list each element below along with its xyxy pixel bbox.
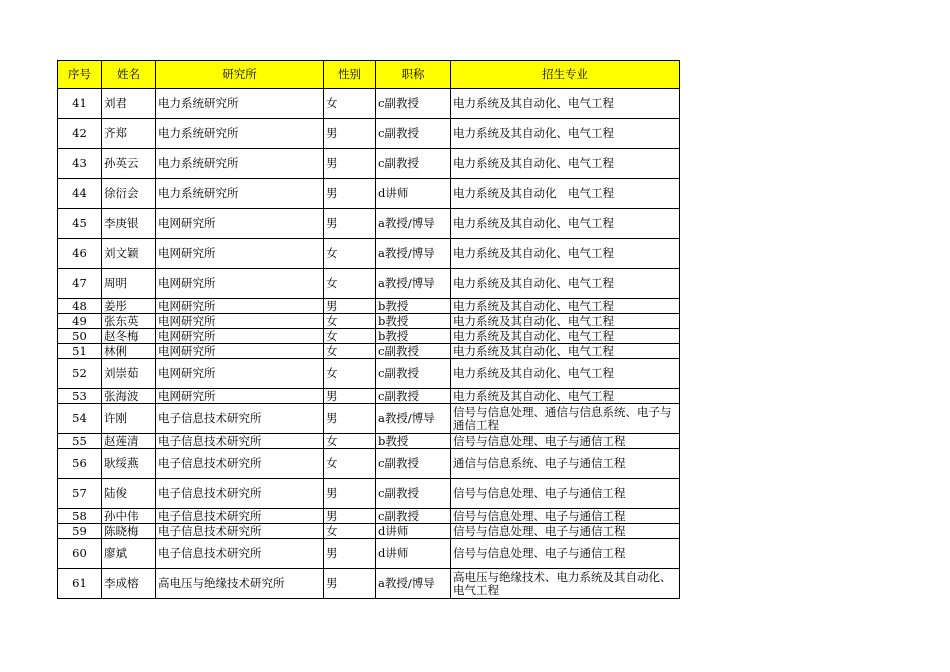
cell-gender[interactable]: 男	[324, 179, 376, 209]
cell-no[interactable]: 44	[58, 179, 102, 209]
cell-major[interactable]: 电力系统及其自动化、电气工程	[451, 209, 680, 239]
cell-name[interactable]: 张东英	[102, 314, 156, 329]
cell-no[interactable]: 49	[58, 314, 102, 329]
cell-institute[interactable]: 电网研究所	[156, 329, 324, 344]
header-institute[interactable]: 研究所	[156, 61, 324, 89]
cell-gender[interactable]: 男	[324, 479, 376, 509]
cell-institute[interactable]: 电网研究所	[156, 269, 324, 299]
table-row	[58, 479, 680, 509]
cell-title[interactable]: a教授/博导	[376, 239, 451, 269]
cell-major[interactable]: 信号与信息处理、电子与通信工程	[451, 479, 680, 509]
table-row	[58, 329, 680, 344]
cell-name[interactable]: 刘崇茹	[102, 359, 156, 389]
cell-major[interactable]: 高电压与绝缘技术、电力系统及其自动化、电气工程	[451, 569, 680, 599]
cell-institute[interactable]: 电子信息技术研究所	[156, 404, 324, 434]
cell-name[interactable]: 姜彤	[102, 299, 156, 314]
table-row	[58, 539, 680, 569]
cell-institute[interactable]: 电力系统研究所	[156, 179, 324, 209]
cell-no[interactable]: 60	[58, 539, 102, 569]
cell-institute[interactable]: 电子信息技术研究所	[156, 509, 324, 524]
table-row	[58, 119, 680, 149]
cell-institute[interactable]: 电力系统研究所	[156, 119, 324, 149]
cell-institute[interactable]: 电网研究所	[156, 344, 324, 359]
cell-name[interactable]: 孙英云	[102, 149, 156, 179]
cell-gender[interactable]: 男	[324, 209, 376, 239]
cell-name[interactable]: 周明	[102, 269, 156, 299]
cell-major[interactable]: 通信与信息系统、电子与通信工程	[451, 449, 680, 479]
table-row	[58, 299, 680, 314]
cell-gender[interactable]: 女	[324, 359, 376, 389]
cell-gender[interactable]: 女	[324, 434, 376, 449]
cell-title[interactable]: d讲师	[376, 179, 451, 209]
header-major[interactable]: 招生专业	[451, 61, 680, 89]
cell-no[interactable]: 55	[58, 434, 102, 449]
table-row	[58, 149, 680, 179]
cell-no[interactable]: 58	[58, 509, 102, 524]
header-name[interactable]: 姓名	[102, 61, 156, 89]
cell-no[interactable]: 41	[58, 89, 102, 119]
cell-name[interactable]: 林俐	[102, 344, 156, 359]
cell-institute[interactable]: 电子信息技术研究所	[156, 524, 324, 539]
cell-gender[interactable]: 女	[324, 239, 376, 269]
cell-title[interactable]: c副教授	[376, 119, 451, 149]
cell-gender[interactable]: 男	[324, 539, 376, 569]
cell-title[interactable]: d讲师	[376, 524, 451, 539]
cell-major[interactable]: 电力系统及其自动化、电气工程	[451, 149, 680, 179]
faculty-table	[57, 60, 680, 599]
cell-title[interactable]: b教授	[376, 329, 451, 344]
cell-title[interactable]: b教授	[376, 434, 451, 449]
cell-title[interactable]: c副教授	[376, 149, 451, 179]
cell-title[interactable]: c副教授	[376, 449, 451, 479]
table-row	[58, 239, 680, 269]
header-gender[interactable]: 性别	[324, 61, 376, 89]
cell-title[interactable]: c副教授	[376, 479, 451, 509]
cell-gender[interactable]: 男	[324, 149, 376, 179]
cell-institute[interactable]: 电子信息技术研究所	[156, 479, 324, 509]
table-row	[58, 524, 680, 539]
table-row	[58, 389, 680, 404]
cell-name[interactable]: 齐郑	[102, 119, 156, 149]
cell-institute[interactable]: 电力系统研究所	[156, 149, 324, 179]
cell-gender[interactable]: 男	[324, 569, 376, 599]
cell-no[interactable]: 43	[58, 149, 102, 179]
cell-title[interactable]: c副教授	[376, 89, 451, 119]
cell-gender[interactable]: 男	[324, 509, 376, 524]
cell-title[interactable]: b教授	[376, 299, 451, 314]
cell-gender[interactable]: 女	[324, 344, 376, 359]
cell-major[interactable]: 信号与信息处理、通信与信息系统、电子与通信工程	[451, 404, 680, 434]
cell-title[interactable]: a教授/博导	[376, 404, 451, 434]
cell-title[interactable]: a教授/博导	[376, 269, 451, 299]
cell-name[interactable]: 赵莲清	[102, 434, 156, 449]
cell-name[interactable]: 徐衍会	[102, 179, 156, 209]
cell-gender[interactable]: 女	[324, 269, 376, 299]
cell-institute[interactable]: 电网研究所	[156, 359, 324, 389]
cell-no[interactable]: 48	[58, 299, 102, 314]
cell-name[interactable]: 陈晓梅	[102, 524, 156, 539]
cell-title[interactable]: a教授/博导	[376, 209, 451, 239]
cell-major[interactable]: 电力系统及其自动化、电气工程	[451, 329, 680, 344]
table-row	[58, 434, 680, 449]
cell-institute[interactable]: 电网研究所	[156, 389, 324, 404]
cell-name[interactable]: 张海波	[102, 389, 156, 404]
cell-major[interactable]: 电力系统及其自动化、电气工程	[451, 299, 680, 314]
header-row	[58, 61, 680, 89]
cell-no[interactable]: 42	[58, 119, 102, 149]
table-row	[58, 509, 680, 524]
table-row	[58, 344, 680, 359]
cell-no[interactable]: 54	[58, 404, 102, 434]
cell-name[interactable]: 李庚银	[102, 209, 156, 239]
table-row	[58, 89, 680, 119]
cell-title[interactable]: c副教授	[376, 389, 451, 404]
table-row	[58, 269, 680, 299]
cell-name[interactable]: 刘文颖	[102, 239, 156, 269]
cell-no[interactable]: 45	[58, 209, 102, 239]
cell-institute[interactable]: 电子信息技术研究所	[156, 434, 324, 449]
cell-gender[interactable]: 男	[324, 404, 376, 434]
cell-no[interactable]: 50	[58, 329, 102, 344]
cell-gender[interactable]: 女	[324, 89, 376, 119]
table-row	[58, 449, 680, 479]
cell-no[interactable]: 47	[58, 269, 102, 299]
cell-no[interactable]: 46	[58, 239, 102, 269]
spreadsheet	[57, 60, 680, 599]
cell-institute[interactable]: 电网研究所	[156, 299, 324, 314]
table-row	[58, 569, 680, 599]
cell-no[interactable]: 57	[58, 479, 102, 509]
cell-gender[interactable]: 男	[324, 389, 376, 404]
header-title[interactable]: 职称	[376, 61, 451, 89]
table-row	[58, 359, 680, 389]
cell-gender[interactable]: 女	[324, 449, 376, 479]
cell-no[interactable]: 59	[58, 524, 102, 539]
cell-title[interactable]: d讲师	[376, 539, 451, 569]
cell-major[interactable]: 信号与信息处理、电子与通信工程	[451, 434, 680, 449]
cell-no[interactable]: 61	[58, 569, 102, 599]
cell-major[interactable]: 电力系统及其自动化、电气工程	[451, 89, 680, 119]
header-no[interactable]: 序号	[58, 61, 102, 89]
cell-title[interactable]: b教授	[376, 314, 451, 329]
cell-institute[interactable]: 电网研究所	[156, 239, 324, 269]
cell-title[interactable]: c副教授	[376, 344, 451, 359]
cell-title[interactable]: a教授/博导	[376, 569, 451, 599]
cell-major[interactable]: 电力系统及其自动化、电气工程	[451, 314, 680, 329]
cell-major[interactable]: 电力系统及其自动化、电气工程	[451, 359, 680, 389]
cell-gender[interactable]: 女	[324, 314, 376, 329]
cell-institute[interactable]: 电网研究所	[156, 314, 324, 329]
cell-institute[interactable]: 电子信息技术研究所	[156, 449, 324, 479]
cell-no[interactable]: 51	[58, 344, 102, 359]
cell-gender[interactable]: 男	[324, 119, 376, 149]
cell-major[interactable]: 信号与信息处理、电子与通信工程	[451, 524, 680, 539]
table-row	[58, 404, 680, 434]
cell-name[interactable]: 耿绥燕	[102, 449, 156, 479]
table-row	[58, 209, 680, 239]
cell-major[interactable]: 电力系统及其自动化、电气工程	[451, 239, 680, 269]
table-row	[58, 179, 680, 209]
cell-major[interactable]: 信号与信息处理、电子与通信工程	[451, 539, 680, 569]
cell-major[interactable]: 电力系统及其自动化、电气工程	[451, 119, 680, 149]
cell-gender[interactable]: 男	[324, 299, 376, 314]
cell-major[interactable]: 电力系统及其自动化、电气工程	[451, 344, 680, 359]
table-row	[58, 314, 680, 329]
cell-no[interactable]: 56	[58, 449, 102, 479]
cell-name[interactable]: 陆俊	[102, 479, 156, 509]
table-body	[58, 89, 680, 599]
cell-gender[interactable]: 女	[324, 524, 376, 539]
cell-title[interactable]: c副教授	[376, 509, 451, 524]
cell-name[interactable]: 孙中伟	[102, 509, 156, 524]
cell-gender[interactable]: 女	[324, 329, 376, 344]
cell-major[interactable]: 电力系统及其自动化 电气工程	[451, 179, 680, 209]
cell-institute[interactable]: 高电压与绝缘技术研究所	[156, 569, 324, 599]
cell-name[interactable]: 刘君	[102, 89, 156, 119]
cell-no[interactable]: 53	[58, 389, 102, 404]
cell-institute[interactable]: 电子信息技术研究所	[156, 539, 324, 569]
cell-major[interactable]: 电力系统及其自动化、电气工程	[451, 269, 680, 299]
cell-title[interactable]: c副教授	[376, 359, 451, 389]
cell-major[interactable]: 电力系统及其自动化、电气工程	[451, 389, 680, 404]
cell-name[interactable]: 赵冬梅	[102, 329, 156, 344]
cell-name[interactable]: 许刚	[102, 404, 156, 434]
cell-name[interactable]: 李成榕	[102, 569, 156, 599]
cell-name[interactable]: 廖斌	[102, 539, 156, 569]
cell-institute[interactable]: 电网研究所	[156, 209, 324, 239]
cell-institute[interactable]: 电力系统研究所	[156, 89, 324, 119]
cell-no[interactable]: 52	[58, 359, 102, 389]
cell-major[interactable]: 信号与信息处理、电子与通信工程	[451, 509, 680, 524]
